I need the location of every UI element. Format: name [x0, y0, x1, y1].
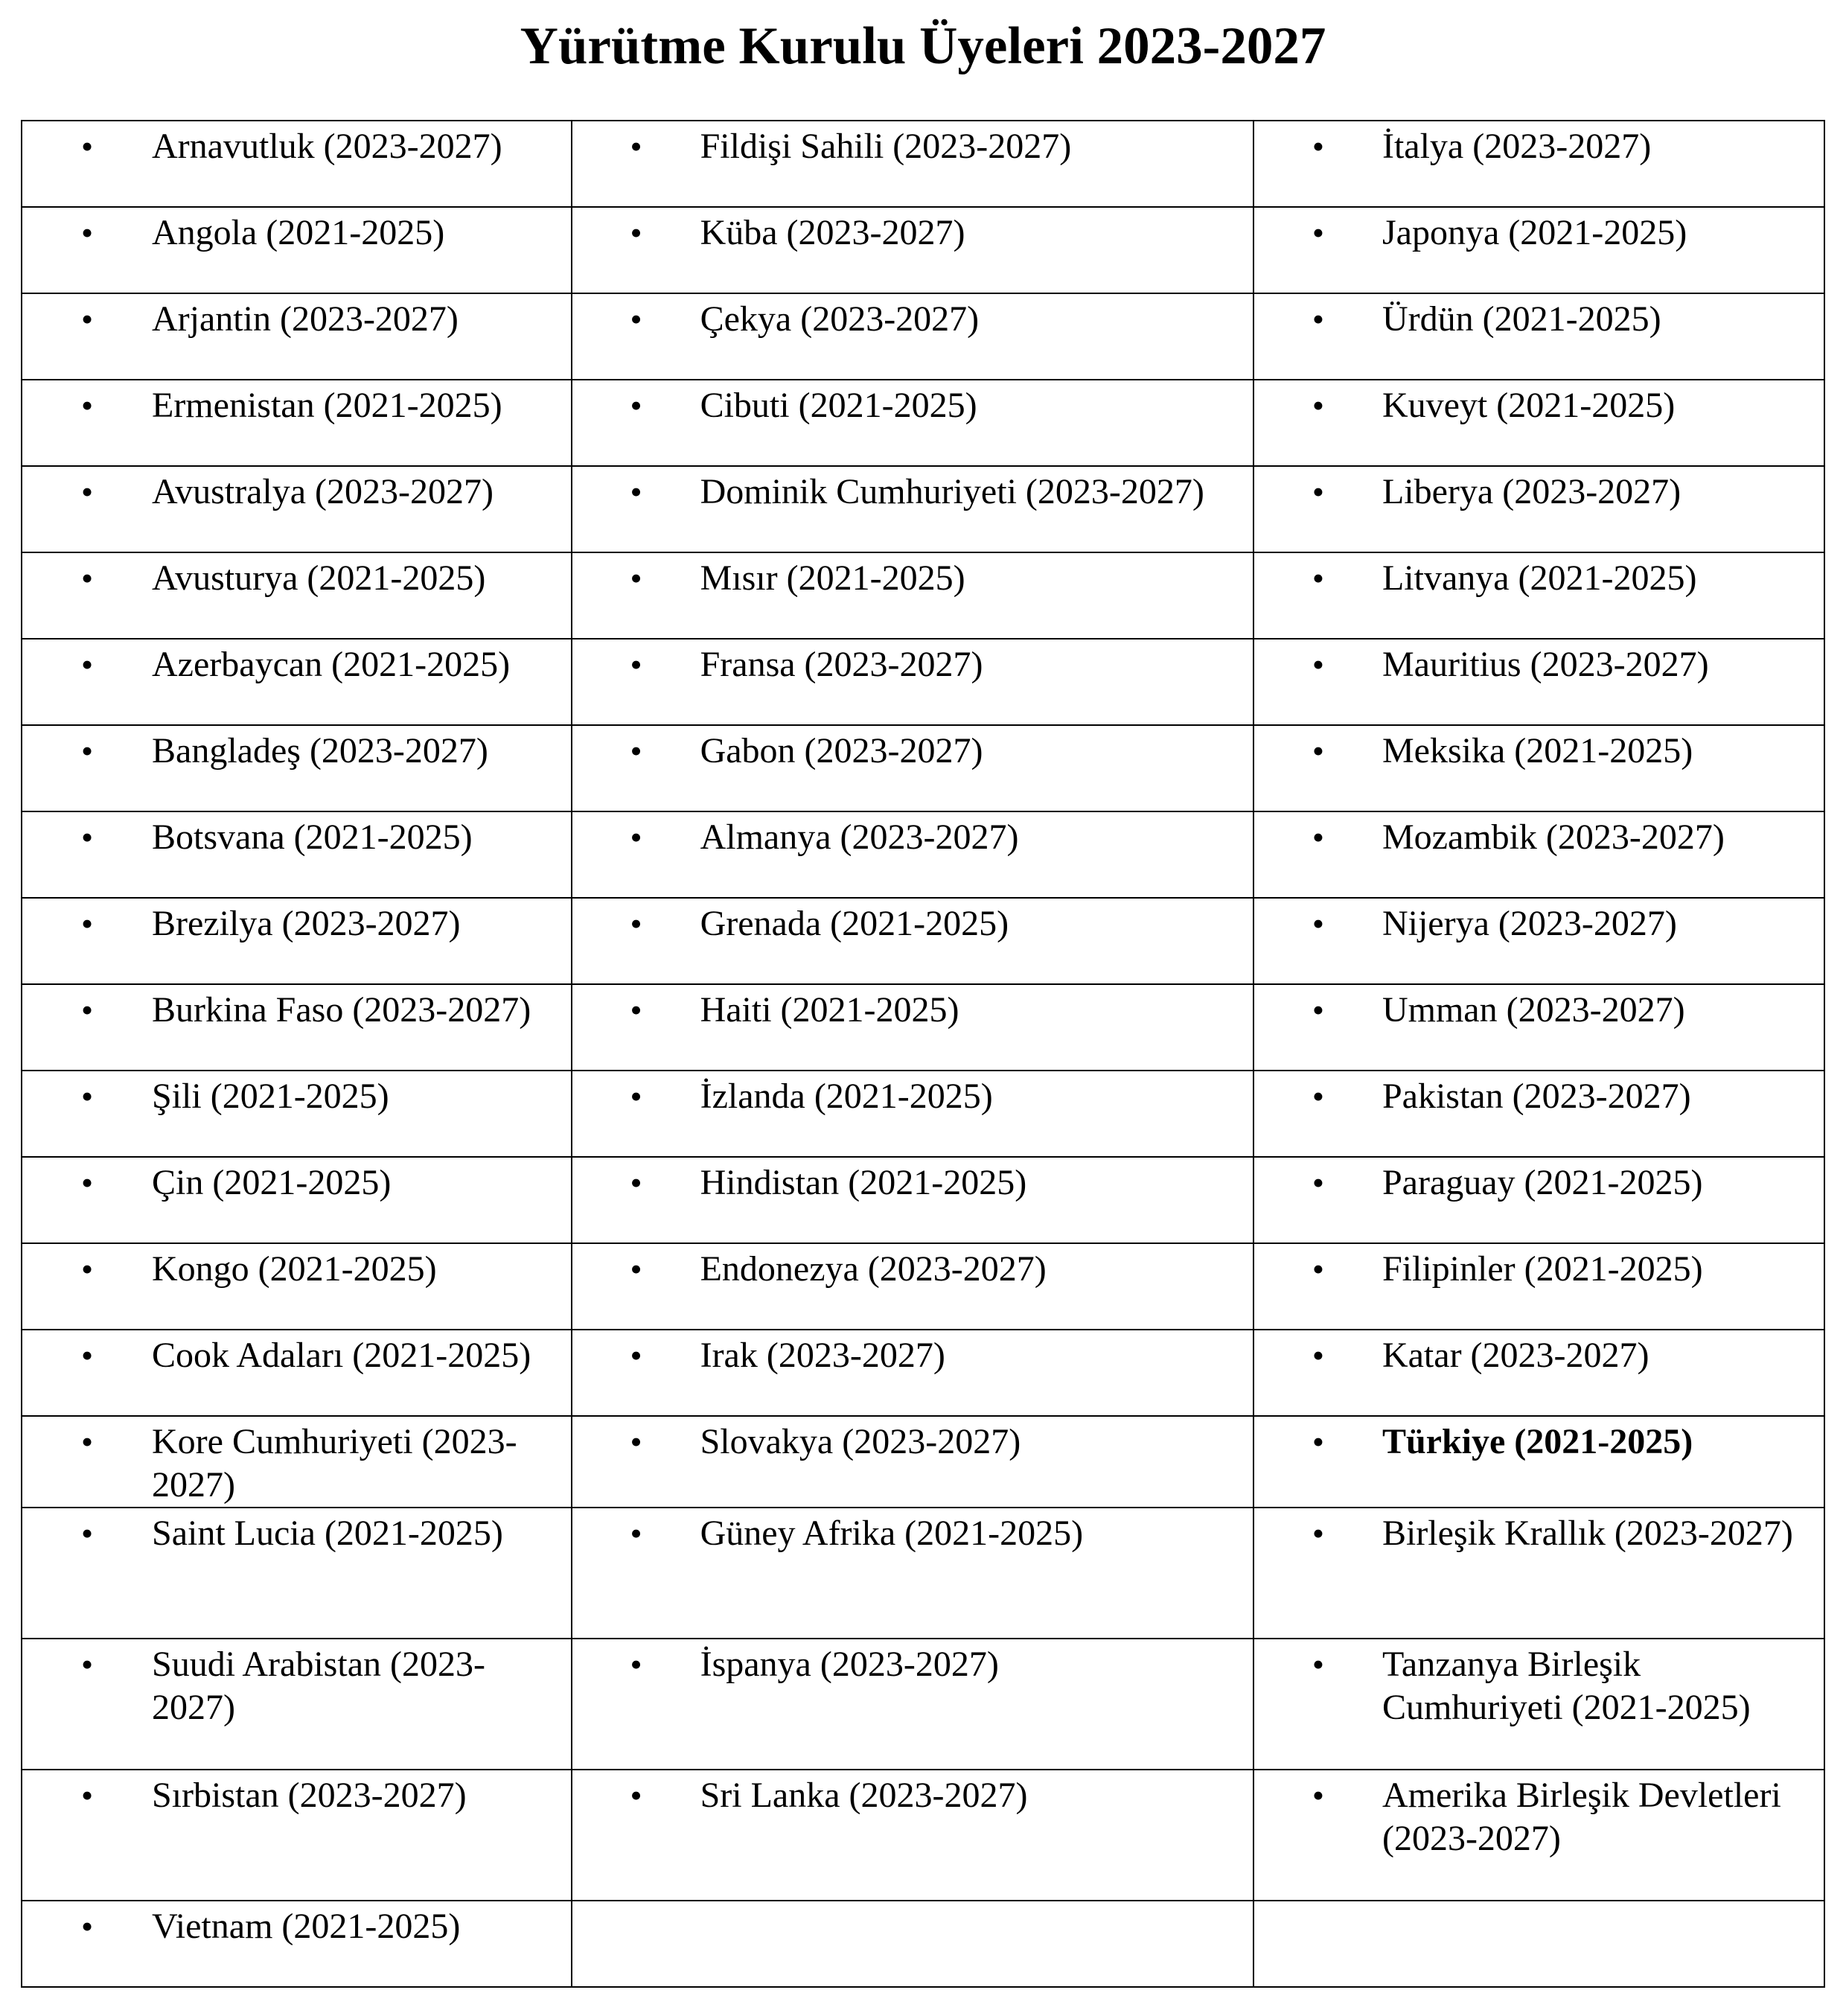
list-item — [22, 380, 571, 427]
bullet-icon: • — [630, 559, 642, 597]
member-country-label: Cook Adaları (2021-2025) — [152, 1336, 531, 1375]
bullet-icon: • — [1312, 1776, 1324, 1814]
member-cell — [1253, 984, 1824, 1071]
member-cell — [22, 466, 572, 552]
member-country-label: Almanya (2023-2027) — [700, 817, 1019, 857]
list-item — [572, 121, 1253, 168]
member-cell — [572, 1330, 1253, 1416]
table-row — [22, 1416, 1824, 1508]
member-country-label: İspanya (2023-2027) — [700, 1645, 999, 1684]
bullet-icon: • — [630, 1776, 642, 1814]
member-cell — [1253, 552, 1824, 639]
list-item — [22, 812, 571, 859]
member-cell — [572, 1901, 1253, 1987]
member-country-label: Fildişi Sahili (2023-2027) — [700, 127, 1072, 166]
table-row — [22, 639, 1824, 725]
member-country-label: Cibuti (2021-2025) — [700, 386, 977, 425]
member-cell — [1253, 1901, 1824, 1987]
member-country-label: Pakistan (2023-2027) — [1382, 1076, 1691, 1116]
list-item — [572, 1158, 1253, 1205]
member-cell — [1253, 898, 1824, 984]
bullet-icon: • — [80, 300, 94, 338]
member-country-label: Nijerya (2023-2027) — [1382, 904, 1677, 943]
member-country-label: Vietnam (2021-2025) — [152, 1907, 461, 1946]
member-country-label: Fransa (2023-2027) — [700, 645, 983, 684]
member-country-label: Kuveyt (2021-2025) — [1382, 386, 1676, 425]
member-country-label: Dominik Cumhuriyeti (2023-2027) — [700, 472, 1204, 511]
member-country-label: İzlanda (2021-2025) — [700, 1076, 993, 1116]
member-cell — [22, 1508, 572, 1639]
list-item — [22, 467, 571, 514]
bullet-icon: • — [630, 300, 642, 338]
list-item — [1254, 121, 1824, 168]
bullet-icon: • — [80, 1077, 94, 1115]
member-country-label: Grenada (2021-2025) — [700, 904, 1009, 943]
member-cell — [22, 380, 572, 466]
bullet-icon: • — [1312, 559, 1324, 597]
member-cell — [1253, 1770, 1824, 1901]
member-country-label: Haiti (2021-2025) — [700, 990, 959, 1030]
bullet-icon: • — [630, 991, 642, 1029]
member-country-label: Japonya (2021-2025) — [1382, 213, 1687, 252]
member-cell — [22, 1243, 572, 1330]
list-item — [22, 1330, 571, 1377]
member-cell — [1253, 725, 1824, 811]
bullet-icon: • — [630, 1645, 642, 1683]
member-cell — [572, 380, 1253, 466]
member-country-label: Hindistan (2021-2025) — [700, 1163, 1027, 1202]
list-item — [22, 639, 571, 686]
member-country-label: Küba (2023-2027) — [700, 213, 965, 252]
list-item — [22, 1417, 571, 1507]
member-cell — [22, 1071, 572, 1157]
list-item — [572, 1770, 1253, 1817]
list-item — [1254, 812, 1824, 859]
bullet-icon: • — [1312, 1336, 1324, 1374]
member-country-label: Ürdün (2021-2025) — [1382, 299, 1661, 339]
member-cell — [22, 725, 572, 811]
member-country-label: Bangladeş (2023-2027) — [152, 731, 488, 771]
member-cell — [22, 811, 572, 898]
list-item — [1254, 380, 1824, 427]
list-item — [1254, 985, 1824, 1032]
list-item — [22, 726, 571, 773]
member-country-label: Azerbaycan (2021-2025) — [152, 645, 511, 684]
member-cell — [572, 1157, 1253, 1243]
table-row — [22, 1508, 1824, 1639]
bullet-icon: • — [1312, 645, 1324, 683]
bullet-icon: • — [80, 214, 94, 252]
member-cell — [572, 121, 1253, 207]
member-country-label: Paraguay (2021-2025) — [1382, 1163, 1703, 1202]
member-country-label: Mozambik (2023-2027) — [1382, 817, 1725, 857]
member-country-label: Mauritius (2023-2027) — [1382, 645, 1709, 684]
bullet-icon: • — [80, 1776, 94, 1814]
member-cell — [1253, 811, 1824, 898]
member-country-label: Slovakya (2023-2027) — [700, 1422, 1021, 1461]
member-cell — [572, 1071, 1253, 1157]
member-cell — [572, 1508, 1253, 1639]
list-item — [1254, 899, 1824, 945]
member-cell — [1253, 639, 1824, 725]
bullet-icon: • — [630, 905, 642, 942]
bullet-icon: • — [80, 1164, 94, 1202]
list-item — [22, 121, 571, 168]
list-item — [1254, 1417, 1824, 1464]
table-row — [22, 466, 1824, 552]
bullet-icon: • — [1312, 1514, 1324, 1552]
member-country-label: Avusturya (2021-2025) — [152, 558, 486, 598]
bullet-icon: • — [1312, 905, 1324, 942]
bullet-icon: • — [630, 645, 642, 683]
member-cell — [22, 1157, 572, 1243]
member-country-label: Kore Cumhuriyeti (2023-2027) — [152, 1422, 517, 1505]
member-cell — [572, 466, 1253, 552]
list-item — [1254, 553, 1824, 600]
member-cell — [1253, 466, 1824, 552]
bullet-icon: • — [80, 1645, 94, 1683]
table-row — [22, 1157, 1824, 1243]
member-country-label: Filipinler (2021-2025) — [1382, 1249, 1703, 1289]
bullet-icon: • — [80, 1423, 94, 1461]
bullet-icon: • — [80, 818, 94, 856]
bullet-icon: • — [80, 1250, 94, 1288]
table-row — [22, 380, 1824, 466]
member-cell — [1253, 1243, 1824, 1330]
list-item — [22, 1770, 571, 1817]
list-item — [1254, 1639, 1824, 1729]
member-cell — [22, 984, 572, 1071]
list-item — [1254, 1508, 1824, 1555]
list-item — [1254, 1770, 1824, 1860]
member-cell — [1253, 293, 1824, 380]
table-row — [22, 1639, 1824, 1770]
bullet-icon: • — [80, 905, 94, 942]
table-row — [22, 552, 1824, 639]
bullet-icon: • — [630, 473, 642, 511]
bullet-icon: • — [80, 127, 94, 165]
list-item — [1254, 294, 1824, 341]
list-item — [22, 208, 571, 255]
list-item — [572, 985, 1253, 1032]
member-table — [21, 120, 1825, 1988]
member-cell — [572, 207, 1253, 293]
bullet-icon: • — [630, 214, 642, 252]
member-cell — [572, 898, 1253, 984]
member-country-label: Botsvana (2021-2025) — [152, 817, 473, 857]
member-cell — [22, 552, 572, 639]
member-country-label: Şili (2021-2025) — [152, 1076, 389, 1116]
bullet-icon: • — [1312, 1164, 1324, 1202]
table-row — [22, 811, 1824, 898]
table-row — [22, 1243, 1824, 1330]
member-cell — [1253, 1071, 1824, 1157]
member-country-label: Arjantin (2023-2027) — [152, 299, 459, 339]
list-item — [22, 294, 571, 341]
bullet-icon: • — [80, 473, 94, 511]
list-item — [22, 985, 571, 1032]
member-country-label: Güney Afrika (2021-2025) — [700, 1513, 1084, 1553]
list-item — [572, 1508, 1253, 1555]
member-country-label: Sırbistan (2023-2027) — [152, 1776, 467, 1815]
list-item — [1254, 726, 1824, 773]
member-country-label: Litvanya (2021-2025) — [1382, 558, 1697, 598]
table-row — [22, 207, 1824, 293]
bullet-icon: • — [630, 818, 642, 856]
bullet-icon: • — [630, 1077, 642, 1115]
bullet-icon: • — [630, 1514, 642, 1552]
list-item — [572, 639, 1253, 686]
member-cell — [22, 1416, 572, 1508]
list-item — [22, 899, 571, 945]
bullet-icon: • — [630, 1336, 642, 1374]
member-country-label: Sri Lanka (2023-2027) — [700, 1776, 1028, 1815]
bullet-icon: • — [80, 991, 94, 1029]
list-item — [22, 1158, 571, 1205]
member-cell — [1253, 1508, 1824, 1639]
member-country-label: Liberya (2023-2027) — [1382, 472, 1681, 511]
bullet-icon: • — [630, 732, 642, 770]
member-cell — [22, 1901, 572, 1987]
table-row — [22, 293, 1824, 380]
list-item — [572, 726, 1253, 773]
member-cell — [1253, 380, 1824, 466]
bullet-icon: • — [1312, 473, 1324, 511]
member-cell — [1253, 1416, 1824, 1508]
bullet-icon: • — [1312, 1423, 1324, 1461]
bullet-icon: • — [1312, 732, 1324, 770]
member-country-label: Suudi Arabistan (2023-2027) — [152, 1645, 485, 1727]
member-cell — [1253, 121, 1824, 207]
member-cell — [22, 293, 572, 380]
bullet-icon: • — [80, 1514, 94, 1552]
bullet-icon: • — [1312, 214, 1324, 252]
member-cell — [572, 1243, 1253, 1330]
member-cell — [1253, 1330, 1824, 1416]
member-country-label: Burkina Faso (2023-2027) — [152, 990, 531, 1030]
member-country-label: İtalya (2023-2027) — [1382, 127, 1652, 166]
bullet-icon: • — [1312, 818, 1324, 856]
bullet-icon: • — [1312, 1645, 1324, 1683]
member-country-label: Gabon (2023-2027) — [700, 731, 983, 771]
bullet-icon: • — [1312, 386, 1324, 424]
list-item — [1254, 1244, 1824, 1291]
member-country-label: Katar (2023-2027) — [1382, 1336, 1649, 1375]
list-item — [572, 553, 1253, 600]
list-item — [22, 1244, 571, 1291]
member-cell — [572, 725, 1253, 811]
list-item — [572, 1417, 1253, 1464]
member-cell — [572, 1416, 1253, 1508]
bullet-icon: • — [630, 1250, 642, 1288]
page-title: Yürütme Kurulu Üyeleri 2023-2027 — [520, 17, 1326, 75]
list-item — [1254, 1158, 1824, 1205]
table-row — [22, 1770, 1824, 1901]
table-row — [22, 1330, 1824, 1416]
member-country-label: Birleşik Krallık (2023-2027) — [1382, 1513, 1793, 1553]
list-item — [22, 1508, 571, 1555]
list-item — [22, 1901, 571, 1948]
table-row — [22, 1071, 1824, 1157]
list-item — [572, 899, 1253, 945]
bullet-icon: • — [630, 1164, 642, 1202]
member-table-body — [22, 121, 1824, 1987]
member-cell — [572, 1770, 1253, 1901]
member-cell — [572, 1639, 1253, 1770]
table-row — [22, 984, 1824, 1071]
member-cell — [22, 1639, 572, 1770]
list-item — [22, 553, 571, 600]
list-item — [22, 1639, 571, 1729]
bullet-icon: • — [1312, 127, 1324, 165]
list-item — [1254, 639, 1824, 686]
member-cell — [572, 984, 1253, 1071]
list-item — [1254, 1330, 1824, 1377]
member-country-label: Mısır (2021-2025) — [700, 558, 965, 598]
member-cell — [22, 1330, 572, 1416]
bullet-icon: • — [630, 1423, 642, 1461]
bullet-icon: • — [80, 386, 94, 424]
list-item — [572, 380, 1253, 427]
member-cell — [572, 552, 1253, 639]
member-country-label: Ermenistan (2021-2025) — [152, 386, 502, 425]
member-cell — [22, 1770, 572, 1901]
member-cell — [22, 898, 572, 984]
bullet-icon: • — [630, 127, 642, 165]
member-country-label: Avustralya (2023-2027) — [152, 472, 494, 511]
bullet-icon: • — [1312, 1250, 1324, 1288]
member-country-label: Çin (2021-2025) — [152, 1163, 392, 1202]
member-country-label: Çekya (2023-2027) — [700, 299, 980, 339]
member-country-label: Endonezya (2023-2027) — [700, 1249, 1047, 1289]
member-country-label: Meksika (2021-2025) — [1382, 731, 1693, 771]
list-item — [22, 1071, 571, 1118]
list-item — [572, 467, 1253, 514]
member-cell — [22, 639, 572, 725]
list-item — [572, 208, 1253, 255]
table-row — [22, 121, 1824, 207]
list-item — [1254, 208, 1824, 255]
list-item — [572, 812, 1253, 859]
member-country-label: Umman (2023-2027) — [1382, 990, 1685, 1030]
list-item — [572, 1244, 1253, 1291]
member-cell — [572, 811, 1253, 898]
member-cell — [572, 293, 1253, 380]
member-country-label: Türkiye (2021-2025) — [1382, 1422, 1693, 1461]
member-cell — [22, 207, 572, 293]
member-country-label: Tanzanya Birleşik Cumhuriyeti (2021-2025) — [1382, 1645, 1751, 1727]
bullet-icon: • — [1312, 1077, 1324, 1115]
member-country-label: Brezilya (2023-2027) — [152, 904, 461, 943]
bullet-icon: • — [80, 559, 94, 597]
member-cell — [1253, 1157, 1824, 1243]
bullet-icon: • — [80, 1336, 94, 1374]
list-item — [572, 1639, 1253, 1686]
member-country-label: Saint Lucia (2021-2025) — [152, 1513, 503, 1553]
list-item — [1254, 467, 1824, 514]
bullet-icon: • — [1312, 991, 1324, 1029]
bullet-icon: • — [80, 1907, 94, 1945]
member-country-label: Arnavutluk (2023-2027) — [152, 127, 502, 166]
member-cell — [1253, 1639, 1824, 1770]
table-row — [22, 898, 1824, 984]
bullet-icon: • — [80, 645, 94, 683]
list-item — [572, 1330, 1253, 1377]
member-country-label: Irak (2023-2027) — [700, 1336, 945, 1375]
list-item — [572, 1071, 1253, 1118]
member-cell — [22, 121, 572, 207]
member-cell — [1253, 207, 1824, 293]
member-cell — [572, 639, 1253, 725]
bullet-icon: • — [630, 386, 642, 424]
member-country-label: Kongo (2021-2025) — [152, 1249, 437, 1289]
member-country-label: Angola (2021-2025) — [152, 213, 445, 252]
table-row — [22, 1901, 1824, 1987]
bullet-icon: • — [1312, 300, 1324, 338]
list-item — [572, 294, 1253, 341]
table-row — [22, 725, 1824, 811]
list-item — [1254, 1071, 1824, 1118]
bullet-icon: • — [80, 732, 94, 770]
member-country-label: Amerika Birleşik Devletleri (2023-2027) — [1382, 1776, 1781, 1858]
